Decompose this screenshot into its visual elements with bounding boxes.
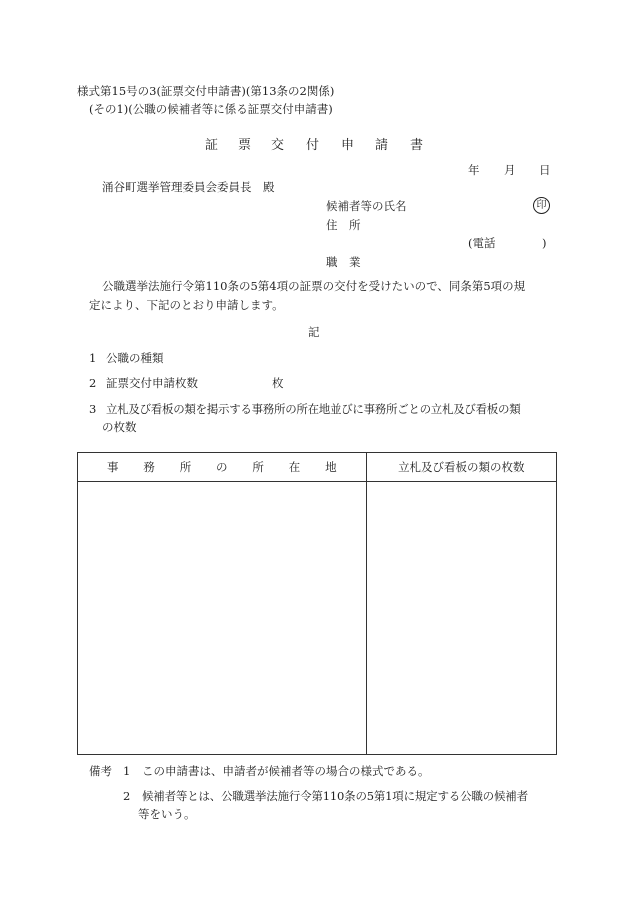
title-char: 書 [410, 138, 424, 153]
body-line-1: 公職選挙法施行令第110条の5第4項の証票の交付を受けたいので、同条第5項の規 [102, 279, 526, 293]
note-text-cont: 等をいう。 [138, 807, 196, 821]
date-day: 日 [539, 163, 551, 177]
phone-open: (電話 [468, 236, 496, 250]
item-number: 3 [89, 402, 97, 416]
sign-count-header: 立札及び看板の類の枚数 [366, 453, 556, 482]
item-text: 公職の種類 [106, 351, 164, 365]
item-number: 1 [89, 351, 97, 365]
title-char: 証 [205, 138, 219, 153]
item-number: 2 [89, 376, 97, 390]
applicant-occupation-label: 職 業 [326, 255, 361, 269]
body-line-2: 定により、下記のとおり申請します。 [89, 298, 284, 312]
sign-count-cell[interactable] [366, 482, 556, 755]
date-month: 月 [504, 163, 516, 177]
title-char: 付 [306, 138, 320, 153]
header-char: 在 [288, 460, 301, 474]
form-subtitle: (その1)(公職の候補者等に係る証票交付申請書) [89, 102, 333, 116]
title-char: 票 [238, 138, 252, 153]
note-text: この申請書は、申請者が候補者等の場合の様式である。 [142, 764, 430, 778]
item-unit: 枚 [272, 376, 284, 390]
note-text: 候補者等とは、公職選挙法施行令第110条の5第1項に規定する公職の候補者 [142, 789, 528, 803]
date-year: 年 [468, 163, 480, 177]
seal-mark: 印 [533, 197, 550, 214]
title-char: 申 [341, 138, 355, 153]
header-char: 事 [107, 460, 119, 474]
note-number: 1 [123, 764, 131, 778]
office-location-cell[interactable] [78, 482, 367, 755]
applicant-address-label: 住 所 [326, 218, 361, 232]
item-text: 証票交付申請枚数 [106, 376, 198, 390]
note-number: 2 [123, 789, 131, 803]
notes-label: 備考 [89, 764, 112, 778]
header-char: の [216, 460, 228, 474]
applicant-name-label: 候補者等の氏名 [326, 199, 407, 213]
header-char: 務 [143, 460, 155, 474]
table-row [78, 482, 557, 755]
form-number: 様式第15号の3(証票交付申請書)(第13条の2関係) [77, 84, 335, 98]
phone-close: ) [542, 236, 547, 250]
title-char: 交 [271, 138, 285, 153]
office-location-header [78, 453, 367, 482]
item-text-cont: の枚数 [102, 420, 137, 434]
header-char: 所 [179, 460, 192, 474]
title-char: 請 [375, 138, 389, 153]
item-text: 立札及び看板の類を掲示する事務所の所在地並びに事務所ごとの立札及び看板の類 [106, 402, 521, 416]
office-table [77, 452, 557, 755]
header-char: 所 [252, 460, 264, 474]
table-header-row [78, 453, 557, 482]
header-char: 地 [325, 460, 337, 474]
addressee: 涌谷町選挙管理委員会委員長 殿 [102, 180, 275, 194]
ki-heading: 記 [308, 325, 320, 339]
